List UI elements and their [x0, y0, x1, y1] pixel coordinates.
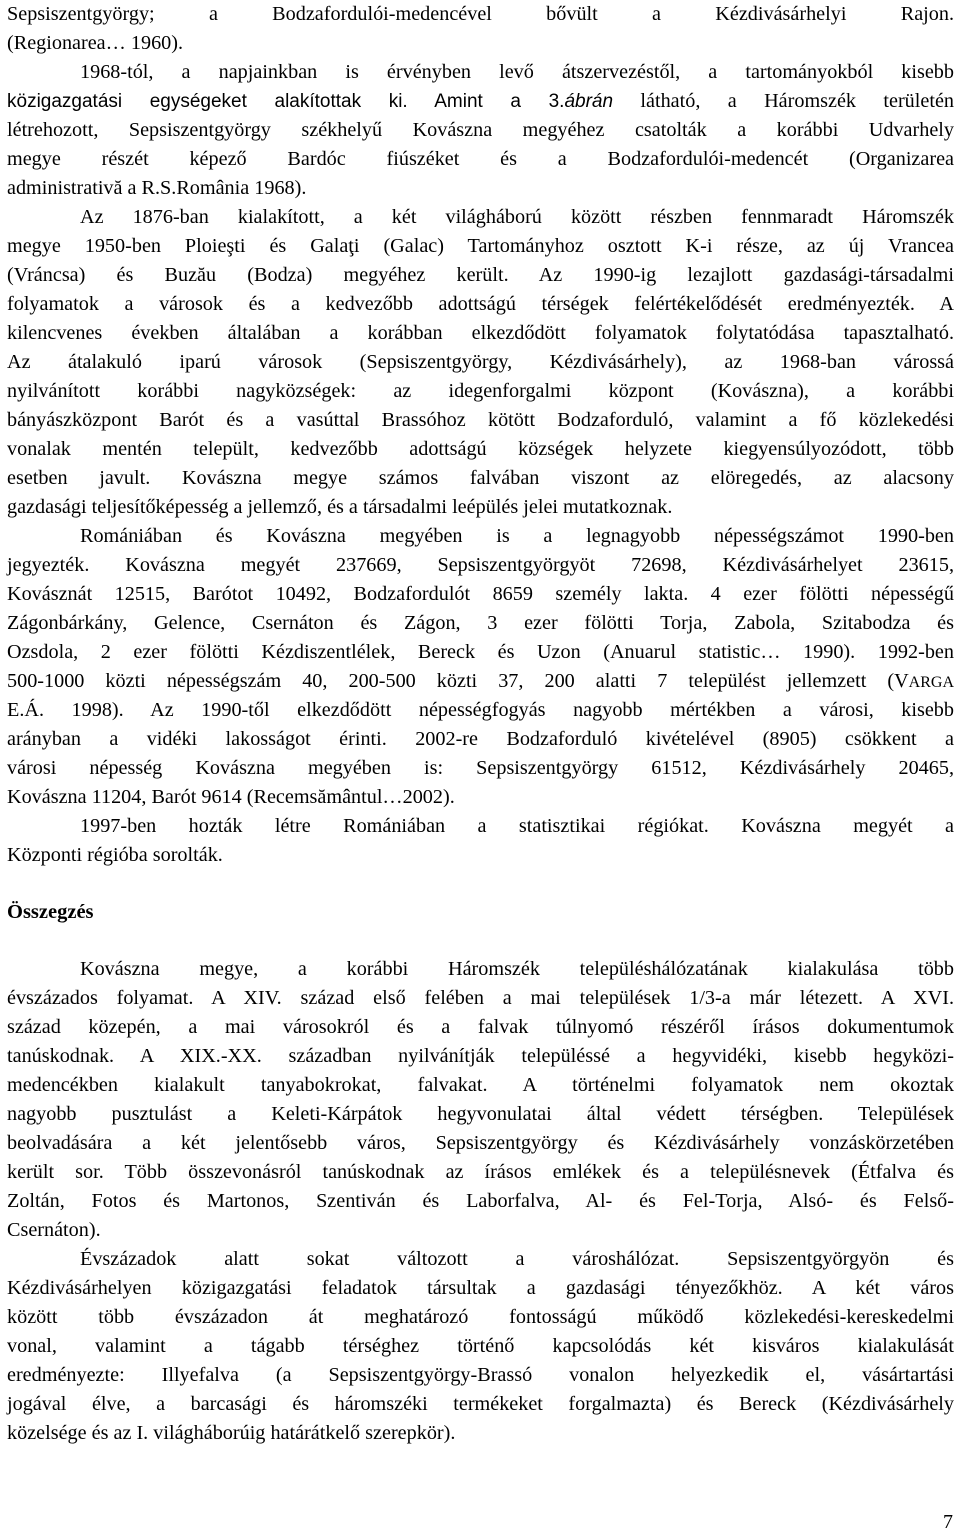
text-run: 500-1000 közti népességszám 40, 200-500 közti 37, 200 alatti 7 települést jellemzett (V — [7, 670, 909, 692]
text-line: nagyobb pusztulást a Keleti-Kárpátok hegyvonulatai által védett térségben. Települések — [7, 1103, 954, 1125]
text-line: évszázados folyamat. A XIV. század első felében a mai települések 1/3-a már létezett. A XVI. — [7, 987, 954, 1009]
text-line: jogával élve, a barcasági és háromszéki termékeket forgalmazta) és Bereck (Kézdivásárhely — [7, 1393, 954, 1415]
text-line: Csernáton). — [7, 1219, 101, 1241]
text-line: létrehozott, Sepsiszentgyörgy székhelyű Kovászna megyéhez csatolták a korábbi Udvarhely — [7, 119, 954, 141]
text-line: (Regionarea… 1960). — [7, 32, 184, 54]
text-line: E.Á. 1998). Az 1990-től elkezdődött népességfogyás nagyobb mértékben a városi, kisebb — [7, 699, 954, 721]
text-line: Zoltán, Fotos és Martonos, Szentiván és Laborfalva, Al- és Fel-Torja, Alsó- és Felső- — [7, 1190, 954, 1212]
text-line: Az 1876-ban kialakított, a két világháború között részben fennmaradt Háromszék — [80, 206, 954, 228]
text-line: Az átalakuló iparú városok (Sepsiszentgyörgy, Kézdivásárhely), az 1968-ban várossá — [7, 351, 954, 373]
text-line: Kézdivásárhelyen közigazgatási feladatok társultak a gazdasági tényezőkhöz. A két város — [7, 1277, 954, 1299]
text-line: század közepén, a mai városokról és a falvak túlnyomó részéről írásos dokumentumok — [7, 1016, 954, 1038]
text-line: medencékben kialakult tanyabokrokat, falvakat. A történelmi folyamatok nem okoztak — [7, 1074, 954, 1096]
text-line: közelsége és az I. világháborúig határátkelő szerepkör). — [7, 1422, 456, 1444]
text-line: került sor. Több összevonásról tanúskodnak az írásos emlékek és a településnevek (Étfalva és — [7, 1161, 954, 1183]
section-heading: Összegzés — [7, 901, 94, 923]
text-line: Ozsdola, 2 ezer fölötti Kézdiszentlélek, Bereck és Uzon (Anuarul statistic… 1990). 1992-ben — [7, 641, 954, 663]
text-line: gazdasági teljesítőképesség a jellemző, és a társadalmi leépülés jelei mutatkoznak. — [7, 496, 673, 518]
text-line: kilencvenes években általában a korábban elkezdődött folyamatok folytatódása tapasztalható. — [7, 322, 954, 344]
page-number: 7 — [943, 1511, 953, 1533]
text-run: közigazgatási egységeket alakítottak ki. Amint a 3. — [7, 91, 565, 112]
text-line: között több évszázadon át meghatározó fontosságú működő közlekedési-kereskedelmi — [7, 1306, 954, 1328]
text-line: nyilvánított korábbi nagyközségek: az idegenforgalmi központ (Kovászna), a korábbi — [7, 380, 954, 402]
text-line: Kovásznát 12515, Barótot 10492, Bodzafordulót 8659 személy lakta. 4 ezer fölötti népességű — [7, 583, 954, 605]
text-line: Kovászna 11204, Barót 9614 (Recemsământul…2002). — [7, 786, 455, 808]
text-line: Kovászna megye, a korábbi Háromszék településhálózatának kialakulása több — [80, 958, 954, 980]
text-line: vonalak mentén települt, kedvezőbb adottságú községek helyzete kiegyensúlyozódott, több — [7, 438, 954, 460]
text-line: megye részét képező Bardóc fiúszéket és a Bodzafordulói-medencét (Organizarea — [7, 148, 954, 170]
text-line: tanúskodnak. A XIX.-XX. században nyilvánítják településsé a hegyvidéki, kisebb hegyközi- — [7, 1045, 954, 1067]
text-line: megye 1950-ben Ploieşti és Galaţi (Galac) Tartományhoz osztott K-i része, az új Vrancea — [7, 235, 954, 257]
text-line: 1997-ben hozták létre Romániában a statisztikai régiókat. Kovászna megyét a — [80, 815, 954, 837]
text-line: jegyezték. Kovászna megyét 237669, Sepsiszentgyörgyöt 72698, Kézdivásárhelyet 23615, — [7, 554, 954, 576]
figure-reference: ábrán — [564, 91, 614, 112]
text-line — [7, 667, 954, 697]
text-run: látható, a Háromszék területén — [613, 90, 954, 112]
text-line: Romániában és Kovászna megyében is a legnagyobb népességszámot 1990-ben — [80, 525, 954, 547]
text-line: vonal, valamint a tágabb térséghez történő kapcsolódás két kisváros kialakulását — [7, 1335, 954, 1357]
text-line — [7, 87, 954, 116]
text-line: Évszázadok alatt sokat változott a városhálózat. Sepsiszentgyörgyön és — [80, 1248, 954, 1270]
text-line: bányászközpont Barót és a vasúttal Brassóhoz kötött Bodzaforduló, valamint a fő közlekedési — [7, 409, 954, 431]
text-line: 1968-tól, a napjainkban is érvényben levő átszervezéstől, a tartományokból kisebb — [80, 61, 954, 83]
text-line: Sepsiszentgyörgy; a Bodzafordulói-medencével bővült a Kézdivásárhelyi Rajon. — [7, 3, 954, 25]
author-smallcaps: ARGA — [908, 674, 954, 691]
text-line: arányban a vidéki lakosságot érinti. 2002-re Bodzaforduló kivételével (8905) csökkent a — [7, 728, 954, 750]
text-line: Központi régióba sorolták. — [7, 844, 223, 866]
text-line: (Vráncsa) és Buzău (Bodza) megyéhez került. Az 1990-ig lezajlott gazdasági-társadalmi — [7, 264, 954, 286]
text-line: administrativă a R.S.România 1968). — [7, 177, 307, 199]
text-line: Zágonbárkány, Gelence, Csernáton és Zágon, 3 ezer fölötti Torja, Zabola, Szitabodza és — [7, 612, 954, 634]
text-line: beolvadására a két jelentősebb város, Sepsiszentgyörgy és Kézdivásárhely vonzáskörzetében — [7, 1132, 954, 1154]
text-line: esetben javult. Kovászna megye számos falvában viszont az elöregedés, az alacsony — [7, 467, 954, 489]
text-line: folyamatok a városok és a kedvezőbb adottságú térségek felértékelődését eredményezték. A — [7, 293, 954, 315]
text-line: eredményezte: Illyefalva (a Sepsiszentgyörgy-Brassó vonalon helyezkedik el, vásártartási — [7, 1364, 954, 1386]
text-line: városi népesség Kovászna megyében is: Sepsiszentgyörgy 61512, Kézdivásárhely 20465, — [7, 757, 954, 779]
